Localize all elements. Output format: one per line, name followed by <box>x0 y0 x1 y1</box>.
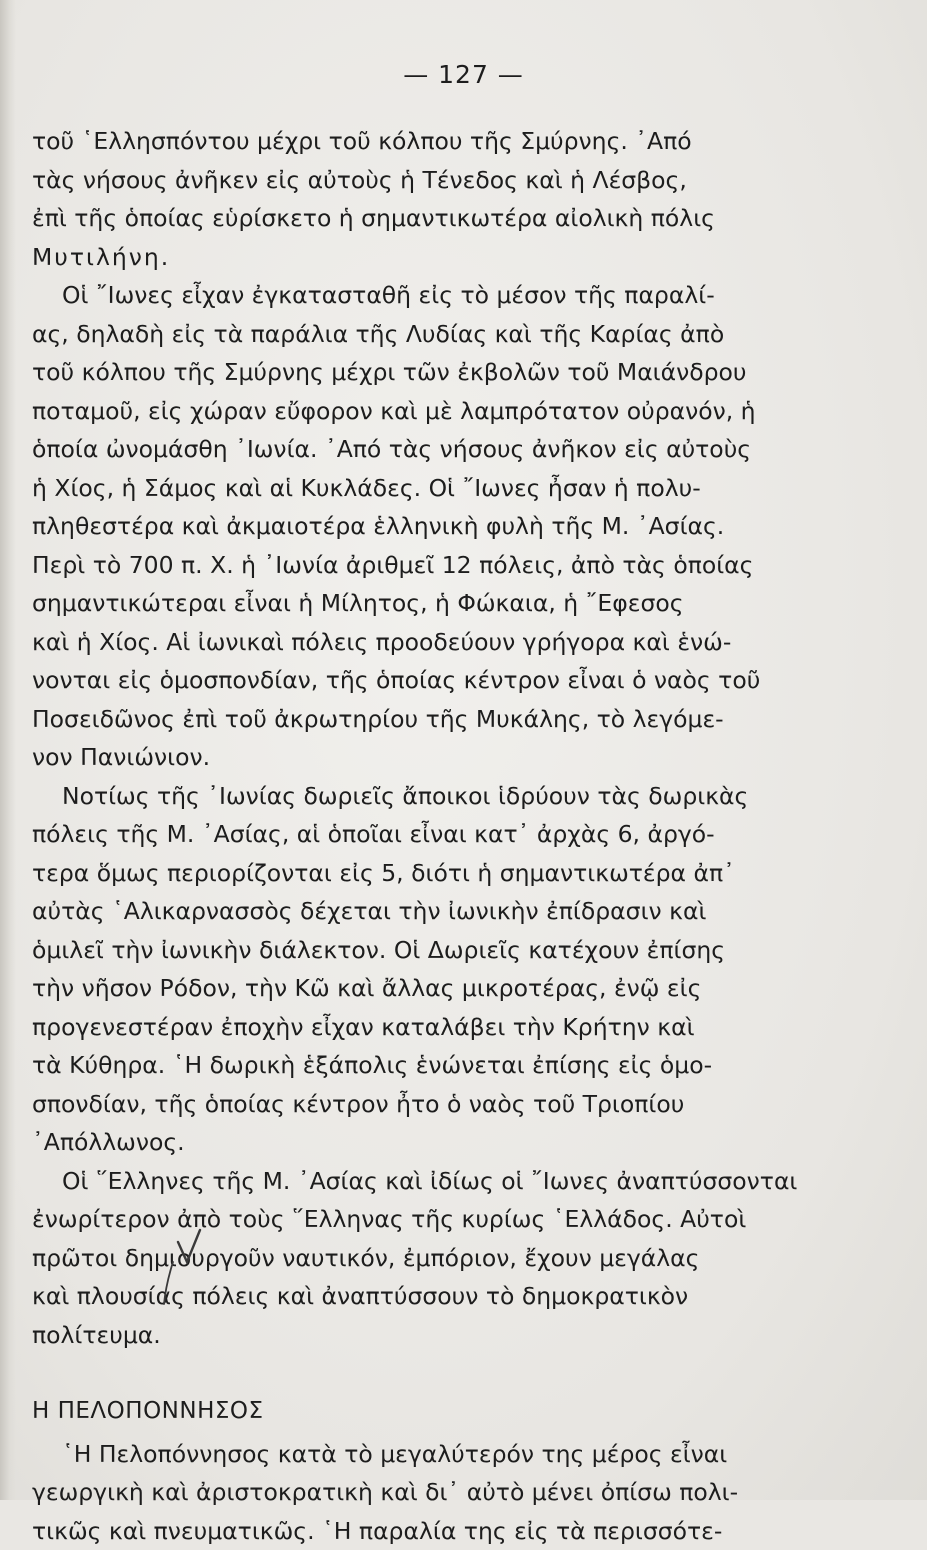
text-line: τοῦ ῾Ελλησπόντου μέχρι τοῦ κόλπου τῆς Σμύρνης. ᾿Από <box>32 122 812 161</box>
text-line: ὁποία ὠνομάσθη ᾿Ιωνία. ᾿Από τὰς νήσους ἀνῆκον εἰς αὐτοὺς <box>32 430 812 469</box>
text-line: Οἱ ῎Ιωνες εἶχαν ἐγκατασταθῆ εἰς τὸ μέσον τῆς παραλί- <box>32 276 812 315</box>
text-line: πληθεστέρα καὶ ἀκμαιοτέρα ἑλληνικὴ φυλὴ τῆς Μ. ᾿Ασίας. <box>32 507 812 546</box>
text-line: αὐτὰς ῾Αλικαρνασσὸς δέχεται τὴν ἰωνικὴν ἐπίδρασιν καὶ <box>32 892 812 931</box>
text-line: νονται εἰς ὁμοσπονδίαν, τῆς ὁποίας κέντρον εἶναι ὁ ναὸς τοῦ <box>32 661 812 700</box>
text-line: τερα ὅμως περιορίζονται εἰς 5, διότι ἡ σημαντικωτέρα ἀπ᾿ <box>32 854 812 893</box>
text-line: Μυτιλήνη. <box>32 238 812 277</box>
section-heading: Η ΠΕΛΟΠΟΝΝΗΣΟΣ <box>32 1392 812 1431</box>
text-line: τὰς νήσους ἀνῆκεν εἰς αὐτοὺς ἡ Τένεδος καὶ ἡ Λέσβος, <box>32 161 812 200</box>
text-line: ἐπὶ τῆς ὁποίας εὑρίσκετο ἡ σημαντικωτέρα αἰολικὴ πόλις <box>32 199 812 238</box>
text-line: καὶ ἡ Χίος. Αἱ ἰωνικαὶ πόλεις προοδεύουν γρήγορα καὶ ἑνώ- <box>32 623 812 662</box>
handwritten-check-mark-icon <box>160 1228 220 1308</box>
text-line: ἡ Χίος, ἡ Σάμος καὶ αἱ Κυκλάδες. Οἱ ῎Ιωνες ἦσαν ἡ πολυ- <box>32 469 812 508</box>
text-line: σπονδίαν, τῆς ὁποίας κέντρον ἦτο ὁ ναὸς τοῦ Τριοπίου <box>32 1085 812 1124</box>
text-line: καὶ πλουσίας πόλεις καὶ ἀναπτύσσουν τὸ δημοκρατικὸν <box>32 1277 812 1316</box>
text-line: πολίτευμα. <box>32 1316 812 1355</box>
text-line: Νοτίως τῆς ᾿Ιωνίας δωριεῖς ἄποικοι ἱδρύουν τὰς δωρικὰς <box>32 777 812 816</box>
text-line: γεωργικὴ καὶ ἀριστοκρατικὴ καὶ δι᾿ αὐτὸ μένει ὀπίσω πολι- <box>32 1473 812 1512</box>
text-line: ποταμοῦ, εἰς χώραν εὔφορον καὶ μὲ λαμπρότατον οὐρανόν, ἡ <box>32 392 812 431</box>
text-line: Ποσειδῶνος ἐπὶ τοῦ ἀκρωτηρίου τῆς Μυκάλης, τὸ λεγόμε- <box>32 700 812 739</box>
text-line: Περὶ τὸ 700 π. Χ. ἡ ᾿Ιωνία ἀριθμεῖ 12 πόλεις, ἀπὸ τὰς ὁποίας <box>32 546 812 585</box>
page-spine-shadow <box>0 0 16 1500</box>
text-line: ῾Η Πελοπόννησος κατὰ τὸ μεγαλύτερόν της μέρος εἶναι <box>32 1435 812 1474</box>
text-line: τὰ Κύθηρα. ῾Η δωρικὴ ἑξάπολις ἑνώνεται ἐπίσης εἰς ὁμο- <box>32 1046 812 1085</box>
text-line: πρῶτοι δημιουργοῦν ναυτικόν, ἐμπόριον, ἔχουν μεγάλας <box>32 1239 812 1278</box>
text-line: ᾿Απόλλωνος. <box>32 1123 812 1162</box>
body-text <box>32 122 812 1550</box>
text-line: ας, δηλαδὴ εἰς τὰ παράλια τῆς Λυδίας καὶ τῆς Καρίας ἀπὸ <box>32 315 812 354</box>
text-line: τοῦ κόλπου τῆς Σμύρνης μέχρι τῶν ἐκβολῶν τοῦ Μαιάνδρου <box>32 353 812 392</box>
text-line: τικῶς καὶ πνευματικῶς. ῾Η παραλία της εἰς τὰ περισσότε- <box>32 1512 812 1550</box>
text-line: ἐνωρίτερον ἀπὸ τοὺς ῞Ελληνας τῆς κυρίως ῾Ελλάδος. Αὐτοὶ <box>32 1200 812 1239</box>
text-line: Οἱ ῞Ελληνες τῆς Μ. ᾿Ασίας καὶ ἰδίως οἱ ῎Ιωνες ἀναπτύσσονται <box>32 1162 812 1201</box>
text-line: σημαντικώτεραι εἶναι ἡ Μίλητος, ἡ Φώκαια, ἡ ῎Εφεσος <box>32 584 812 623</box>
page-number: — 127 — <box>0 60 927 89</box>
text-line: προγενεστέραν ἐποχὴν εἶχαν καταλάβει τὴν Κρήτην καὶ <box>32 1008 812 1047</box>
text-line: τὴν νῆσον Ρόδον, τὴν Κῶ καὶ ἄλλας μικροτέρας, ἐνῷ εἰς <box>32 969 812 1008</box>
text-line: πόλεις τῆς Μ. ᾿Ασίας, αἱ ὁποῖαι εἶναι κατ᾿ ἀρχὰς 6, ἀργό- <box>32 815 812 854</box>
text-line: ὁμιλεῖ τὴν ἰωνικὴν διάλεκτον. Οἱ Δωριεῖς κατέχουν ἐπίσης <box>32 931 812 970</box>
text-line: νον Πανιώνιον. <box>32 738 812 777</box>
